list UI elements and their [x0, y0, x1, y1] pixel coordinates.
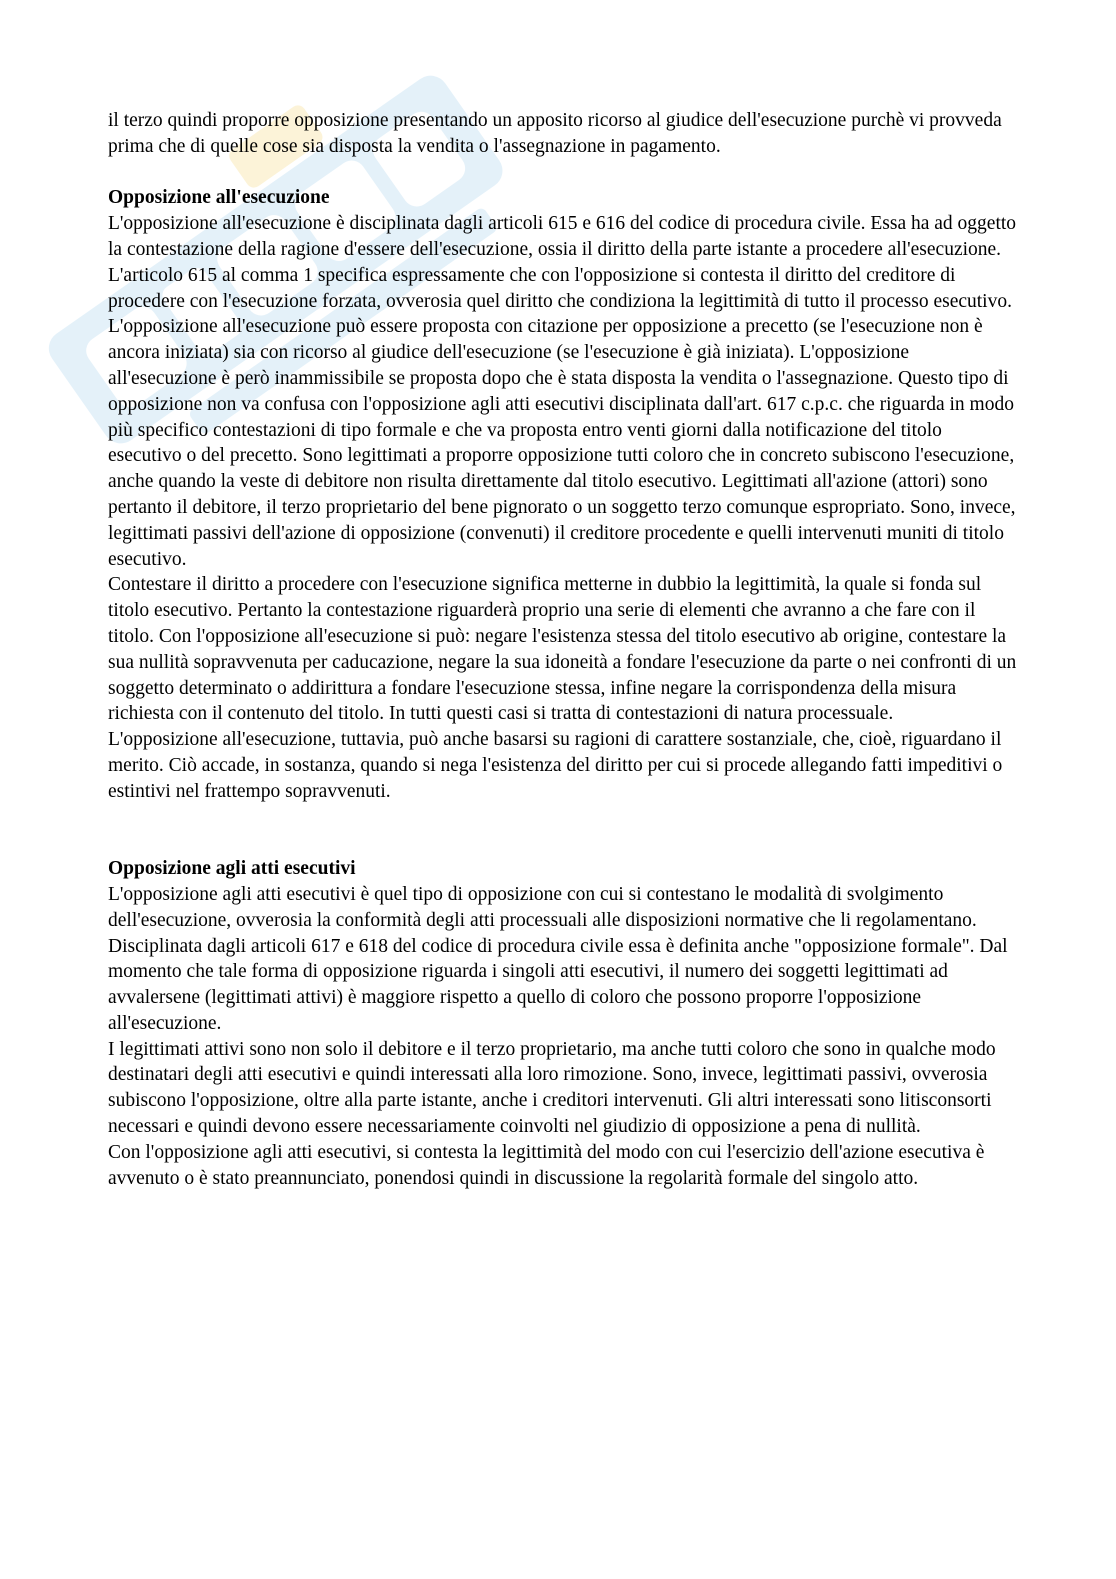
- section-heading-opposizione-atti-esecutivi: Opposizione agli atti esecutivi: [108, 858, 356, 880]
- paragraph: L'opposizione all'esecuzione può essere proposta con citazione per opposizione a precetto (se l'esecuzione non è ancora iniziata) sia con ricorso al giudice dell'esecuzione (se l'esecuzione è già iniziata). L'opposizione all'esecuzione è però inammissibile se proposta dopo che è stata disposta la vendita o l'assegnazione. Questo tipo di opposizione non va confusa con l'opposizione agli atti esecutivi disciplinata dall'art. 617 c.p.c. che riguarda in modo più specifico contestazioni di tipo formale e che va proposta entro venti giorni dalla notificazione del titolo esecutivo o del precetto. Sono legittimati a proporre opposizione tutti coloro che in concreto subiscono l'esecuzione, anche quando la veste di debitore non risulta direttamente dal titolo esecutivo. Legittimati all'azione (attori) sono pertanto il debitore, il terzo proprietario del bene pignorato o un soggetto terzo comunque espropriato. Sono, invece, legittimati passivi dell'azione di opposizione (convenuti) il creditore procedente e quelli intervenuti muniti di titolo esecutivo.: [108, 316, 1016, 570]
- paragraph: L'opposizione all'esecuzione è disciplinata dagli articoli 615 e 616 del codice di procedura civile. Essa ha ad oggetto la contestazione della ragione d'essere dell'esecuzione, ossia il diritto della parte istante a procedere all'esecuzione. L'articolo 615 al comma 1 specifica espressamente che con l'opposizione si contesta il diritto del creditore di procedere con l'esecuzione forzata, ovverosia quel diritto che condiziona la legittimità di tutto il processo esecutivo.: [108, 213, 1017, 312]
- paragraph: I legittimati attivi sono non solo il debitore e il terzo proprietario, ma anche tutti coloro che sono in qualche modo destinatari degli atti esecutivi e quindi interessati alla loro rimozione. Sono, invece, legittimati passivi, ovverosia subiscono l'opposizione, oltre alla parte istante, anche i creditori intervenuti. Gli altri interessati sono litisconsorti necessari e quindi devono essere necessariamente coinvolti nel giudizio di opposizione a pena di nullità.: [108, 1038, 996, 1138]
- paragraph: L'opposizione agli atti esecutivi è quel tipo di opposizione con cui si contestano le modalità di svolgimento dell'esecuzione, ovverosia la conformità degli atti processuali alle disposizioni normative che li regolamentano. Disciplinata dagli articoli 617 e 618 del codice di procedura civile essa è definita anche "opposizione formale". Dal momento che tale forma di opposizione riguarda i singoli atti esecutivi, il numero dei soggetti legittimati ad avvalersene (legittimati attivi) è maggiore rispetto a quello di coloro che possono proporre l'opposizione all'esecuzione.: [108, 883, 1008, 1034]
- document-body: [108, 108, 1018, 1191]
- section-heading-opposizione-esecuzione: Opposizione all'esecuzione: [108, 187, 330, 209]
- paragraph: Con l'opposizione agli atti esecutivi, si contesta la legittimità del modo con cui l'esercizio dell'azione esecutiva è avvenuto o è stato preannunciato, ponendosi quindi in discussione la regolarità formale del singolo atto.: [108, 1141, 985, 1189]
- paragraph: L'opposizione all'esecuzione, tuttavia, può anche basarsi su ragioni di carattere sostanziale, che, cioè, riguardano il merito. Ciò accade, in sostanza, quando si nega l'esistenza del diritto per cui si procede allegando fatti impeditivi o estintivi nel frattempo sopravvenuti.: [108, 729, 1003, 802]
- intro-paragraph: il terzo quindi proporre opposizione presentando un apposito ricorso al giudice dell'esecuzione purchè vi provveda prima che di quelle cose sia disposta la vendita o l'assegnazione in pagamento.: [108, 110, 1002, 157]
- paragraph: Contestare il diritto a procedere con l'esecuzione significa metterne in dubbio la legittimità, la quale si fonda sul titolo esecutivo. Pertanto la contestazione riguarderà proprio una serie di elementi che avranno a che fare con il titolo. Con l'opposizione all'esecuzione si può: negare l'esistenza stessa del titolo esecutivo ab origine, contestare la sua nullità sopravvenuta per caducazione, negare la sua idoneità a fondare l'esecuzione da parte o nei confronti di un soggetto determinato o addirittura a fondare l'esecuzione stessa, infine negare la corrispondenza della misura richiesta con il contenuto del titolo. In tutti questi casi si tratta di contestazioni di natura processuale.: [108, 574, 1017, 725]
